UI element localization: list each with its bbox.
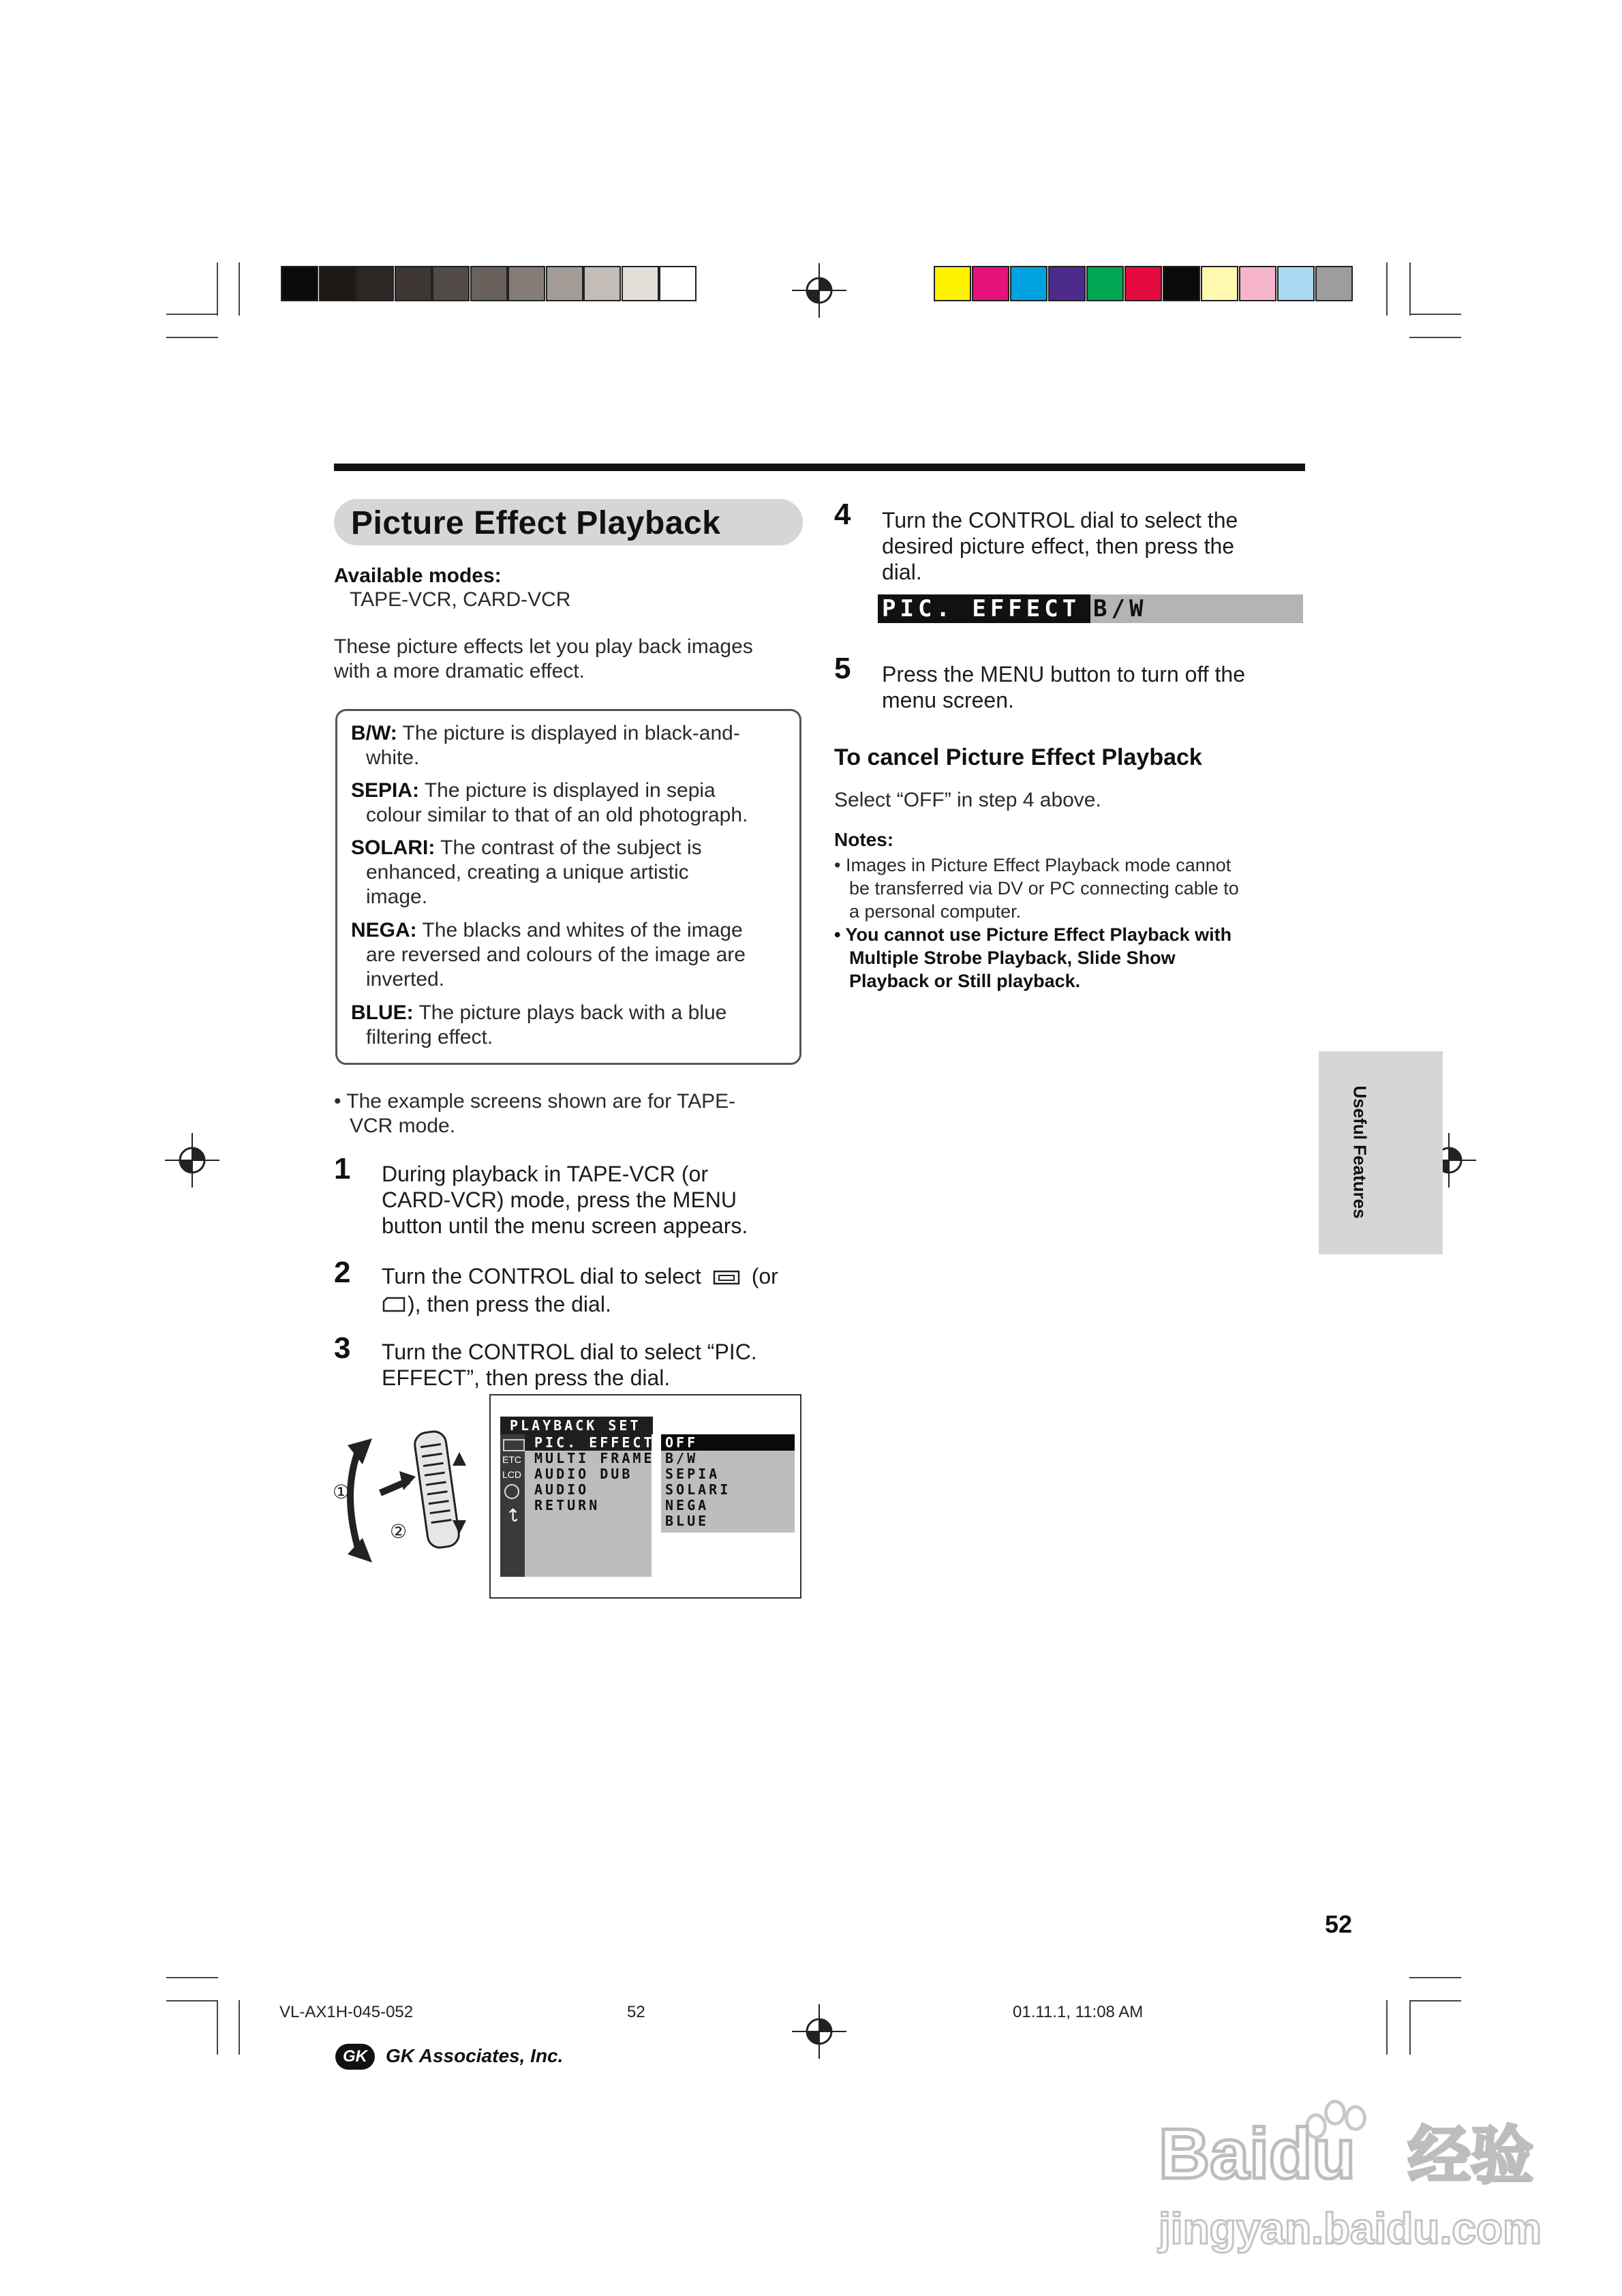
osd-item: MULTI FRAME [534, 1450, 655, 1466]
osd-picture-effect-label: PIC. EFFECT [882, 595, 1081, 622]
effect-term: SOLARI: [351, 836, 435, 859]
osd-option: SOLARI [665, 1481, 731, 1498]
osd-option: B/W [665, 1450, 699, 1466]
step-1-text [382, 1161, 748, 1239]
return-arrow-icon: ↩ [503, 1507, 524, 1523]
gray-swatch [395, 266, 432, 301]
gray-swatch [281, 266, 318, 301]
step-line: desired picture effect, then press the [882, 534, 1235, 558]
color-swatch [1010, 266, 1047, 301]
step-line: Press the MENU button to turn off the [882, 662, 1246, 686]
effect-desc: The picture plays back with a blue [413, 1001, 727, 1024]
osd-menu-screen [489, 1394, 801, 1599]
note-line: a personal computer. [849, 901, 1022, 922]
example-note-line-2: VCR mode. [350, 1115, 456, 1137]
gray-swatch [659, 266, 697, 301]
gray-swatch [319, 266, 356, 301]
baidu-watermark-brand: Baidu [1159, 2115, 1356, 2194]
step-line: ), then press the dial. [408, 1291, 611, 1316]
section-top-rule [334, 464, 1305, 471]
osd-item: RETURN [534, 1497, 600, 1513]
color-swatch [972, 266, 1009, 301]
baidu-watermark-chinese: 经验 [1408, 2121, 1534, 2191]
available-modes-label: Available modes: [334, 564, 502, 587]
card-icon [382, 1293, 406, 1318]
available-modes-value: TAPE-VCR, CARD-VCR [350, 588, 571, 611]
color-swatch [1239, 266, 1276, 301]
effect-nega [351, 918, 787, 992]
step-line: Turn the CONTROL dial to select “PIC. [382, 1340, 757, 1364]
effect-desc: inverted. [366, 968, 445, 991]
osd-options [665, 1435, 731, 1529]
color-swatch [1201, 266, 1238, 301]
effect-desc: image. [366, 886, 428, 908]
effect-solari [351, 836, 787, 909]
effect-term: B/W: [351, 722, 397, 744]
cancel-heading: To cancel Picture Effect Playback [834, 744, 1202, 770]
osd-item: AUDIO [534, 1481, 590, 1498]
intro-line-2: with a more dramatic effect. [334, 660, 585, 682]
note-2 [834, 923, 1231, 993]
osd-item: AUDIO DUB [534, 1466, 633, 1482]
osd-option: BLUE [665, 1513, 709, 1529]
step-line: During playback in TAPE-VCR (or [382, 1162, 708, 1186]
example-note-line-1: • The example screens shown are for TAPE- [334, 1090, 736, 1113]
step-line: CARD-VCR) mode, press the MENU [382, 1188, 737, 1212]
page-number: 52 [1325, 1910, 1353, 1938]
color-swatch [1086, 266, 1124, 301]
control-dial-illustration [327, 1418, 484, 1568]
step-line: button until the menu screen appears. [382, 1213, 748, 1238]
step-line: EFFECT”, then press the dial. [382, 1365, 671, 1390]
note-line: • You cannot use Picture Effect Playback with [834, 924, 1232, 945]
step-3-text [382, 1339, 757, 1391]
camera-icon [504, 1484, 519, 1499]
step-number: 4 [834, 498, 851, 531]
step-line: menu screen. [882, 688, 1014, 712]
step-number: 5 [834, 652, 851, 685]
gray-swatch [583, 266, 621, 301]
effect-bw [351, 721, 787, 770]
note-line: Playback or Still playback. [849, 971, 1081, 991]
gray-swatch [508, 266, 545, 301]
osd-option: SEPIA [665, 1466, 720, 1482]
step-line: Turn the CONTROL dial to select [382, 1264, 701, 1288]
tape-icon [713, 1265, 740, 1291]
color-swatch [1048, 266, 1086, 301]
effect-sepia [351, 779, 787, 828]
effect-desc: The blacks and whites of the image [416, 919, 743, 941]
step-line: dial. [882, 560, 922, 584]
osd-items [534, 1435, 654, 1513]
step-number: 3 [334, 1331, 351, 1365]
effect-desc: The picture is displayed in sepia [419, 779, 716, 802]
effect-desc: colour similar to that of an old photograph. [366, 804, 748, 826]
color-swatch [1277, 266, 1315, 301]
dial-label-2: ② [390, 1521, 408, 1542]
side-tab-label: Useful Features [1349, 1085, 1371, 1219]
color-swatch [934, 266, 971, 301]
osd-option: OFF [665, 1434, 699, 1451]
tape-icon [503, 1439, 525, 1451]
osd-header: PLAYBACK SET [510, 1417, 641, 1434]
note-line: • Images in Picture Effect Playback mode cannot [834, 855, 1231, 875]
gk-logo-icon: GK [335, 2044, 375, 2070]
effect-desc: The contrast of the subject is [435, 836, 702, 859]
step-5-text [882, 661, 1245, 713]
effect-desc: The picture is displayed in black-and- [397, 722, 740, 744]
osd-option: NEGA [665, 1497, 709, 1513]
notes-label: Notes: [834, 829, 894, 850]
effect-desc: white. [366, 746, 420, 769]
color-swatch [1163, 266, 1200, 301]
side-tab [1319, 1051, 1443, 1254]
note-1 [834, 854, 1239, 923]
note-line: be transferred via DV or PC connecting cable to [849, 878, 1239, 898]
osd-picture-effect-value: B/W [1093, 595, 1148, 622]
step-number: 1 [334, 1152, 351, 1185]
intro-line-1: These picture effects let you play back images [334, 635, 753, 658]
effect-desc: filtering effect. [366, 1026, 493, 1048]
page-title: Picture Effect Playback [351, 505, 721, 541]
osd-icon-lcd: LCD [502, 1469, 522, 1480]
gray-swatch [470, 266, 508, 301]
color-swatch [1124, 266, 1162, 301]
step-number: 2 [334, 1256, 351, 1289]
effect-desc: are reversed and colours of the image are [366, 943, 746, 966]
cancel-text: Select “OFF” in step 4 above. [834, 789, 1101, 811]
note-line: Multiple Strobe Playback, Slide Show [849, 948, 1176, 968]
effect-desc: enhanced, creating a unique artistic [366, 861, 689, 883]
effect-term: SEPIA: [351, 779, 420, 802]
footer-file: VL-AX1H-045-052 [279, 2003, 414, 2021]
gray-swatch [356, 266, 394, 301]
registration-mark-icon [792, 263, 846, 318]
footer-page: 52 [627, 2003, 645, 2021]
effect-blue [351, 1001, 787, 1050]
footer-datetime: 01.11.1, 11:08 AM [1013, 2003, 1144, 2021]
gray-swatch [622, 266, 659, 301]
step-4-text [882, 507, 1238, 585]
registration-mark-icon [792, 2004, 846, 2059]
company-name: GK Associates, Inc. [386, 2045, 564, 2066]
registration-mark-icon [165, 1133, 219, 1188]
osd-icon-etc: ETC [502, 1454, 521, 1465]
step-2-text [382, 1263, 778, 1318]
effect-term: NEGA: [351, 919, 417, 941]
step-line: (or [751, 1264, 778, 1288]
osd-item: PIC. EFFECT [534, 1434, 655, 1451]
baidu-watermark-url: jingyan.baidu.com [1159, 2204, 1542, 2253]
color-swatch [1315, 266, 1353, 301]
step-line: Turn the CONTROL dial to select the [882, 508, 1238, 532]
gray-swatch [432, 266, 470, 301]
gray-swatch [546, 266, 583, 301]
effect-term: BLUE: [351, 1001, 414, 1024]
dial-label-1: ① [333, 1481, 350, 1502]
